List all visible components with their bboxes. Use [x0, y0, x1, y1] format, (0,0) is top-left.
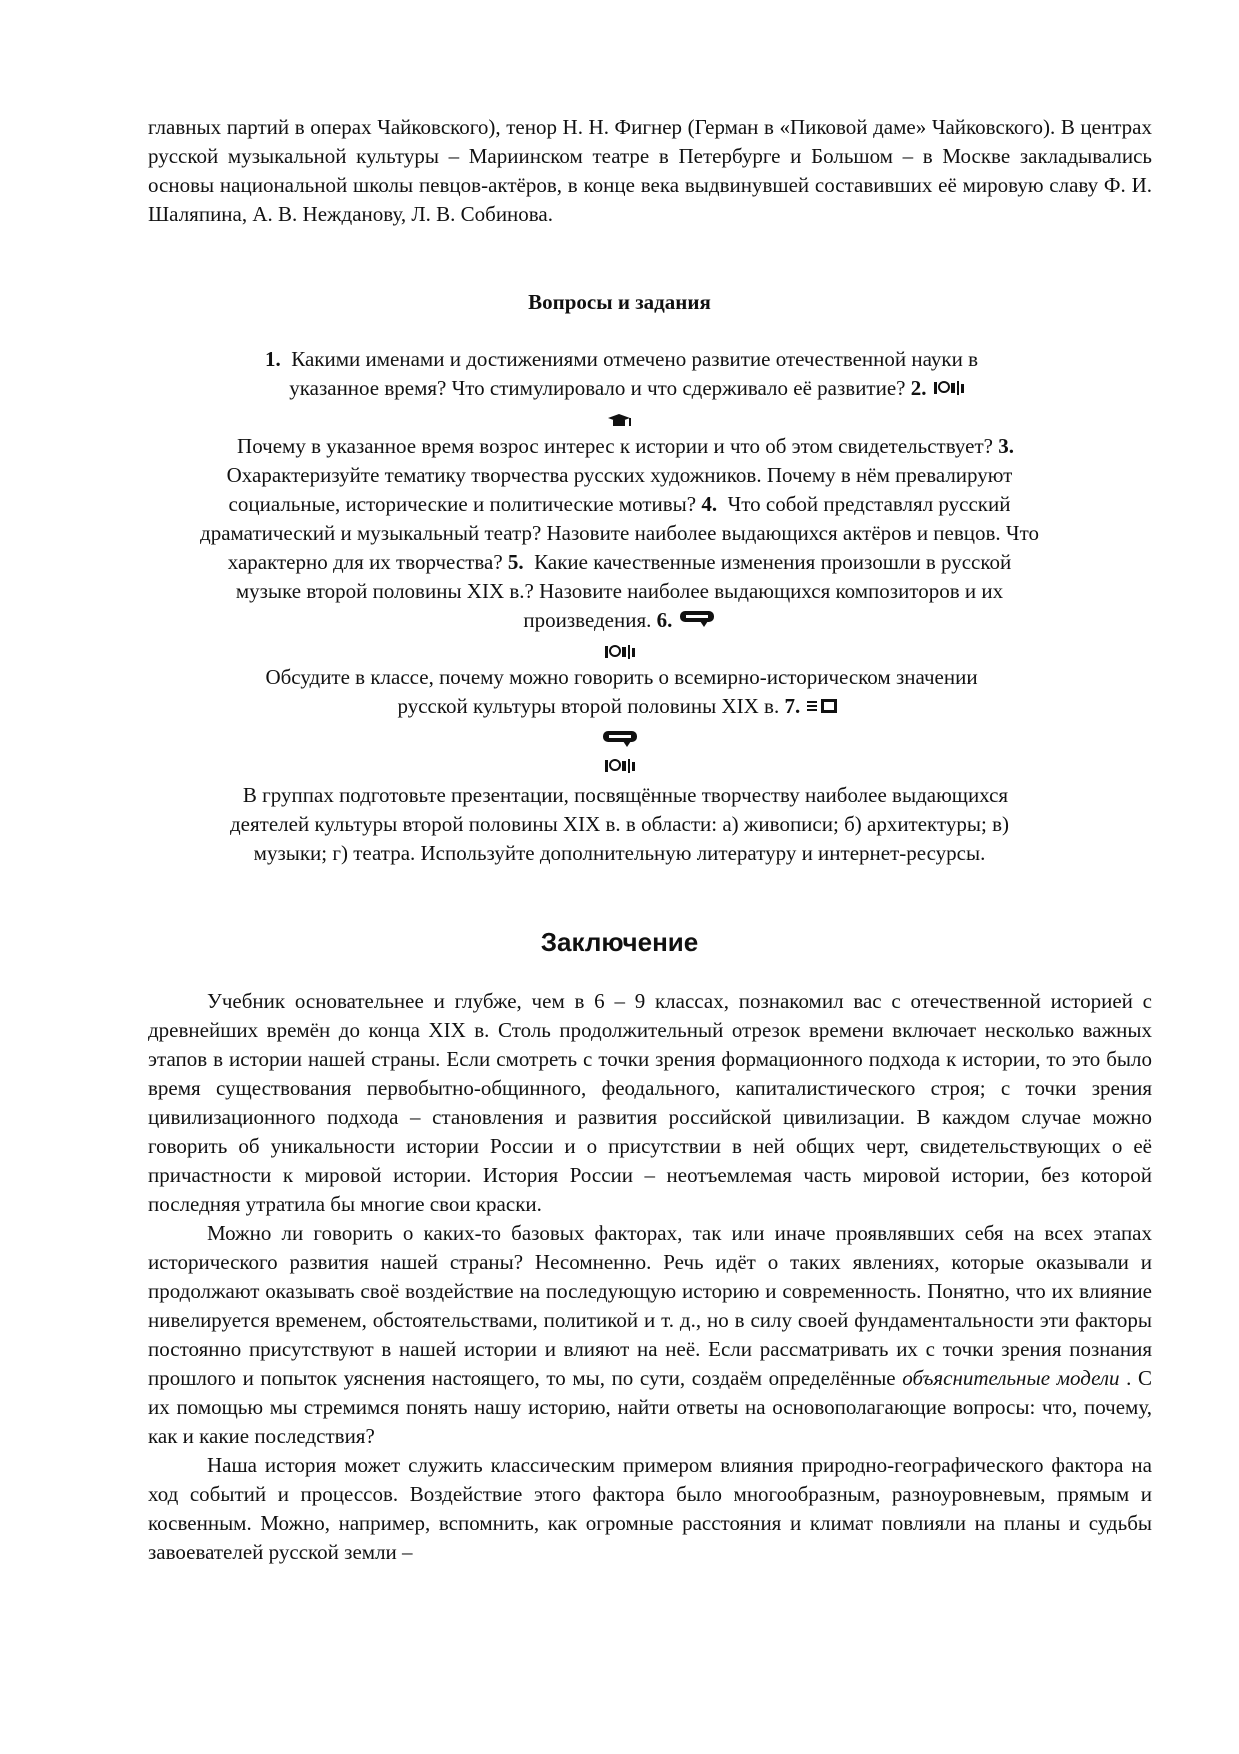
- intro-paragraph: главных партий в операх Чайковского), тенор Н. Н. Фигнер (Герман в «Пиковой даме» Чайковского). В центрах русской музыкальной культуры – Мариинском театре в Петербурге и Большом – в Москве закладывались основы национальной школы певцов-актёров, в конце века выдвинувшей составивших её мировую славу Ф. И. Шаляпина, А. В. Нежданову, Л. В. Собинова.: [148, 115, 1152, 226]
- question-line-10: Обсудите в классе, почему можно говорить о всемирно-историческом значении: [265, 665, 978, 689]
- magnifier-research-icon: [932, 376, 966, 405]
- question-line-3: Почему в указанное время возрос интерес к истории и что об этом свидетельствует? 3.: [237, 434, 1014, 458]
- question-line-7: характерно для их творчества? 5. Какие качественные изменения произошли в русской: [227, 550, 1012, 574]
- questions-heading: Вопросы и задания: [528, 290, 711, 314]
- conclusion-body: [148, 987, 1152, 1567]
- question-line-9: произведения. 6.: [0, 606, 1239, 637]
- question-line-14: музыки; г) театра. Используйте дополнительную литературу и интернет-ресурсы.: [253, 841, 986, 865]
- text-document-icon: [805, 694, 841, 723]
- question-line-11: русской культуры второй половины XIX в. 7.: [0, 692, 1239, 723]
- question-line-12: В группах подготовьте презентации, посвящённые творчеству наиболее выдающихся: [242, 783, 1009, 807]
- question-line-6: драматический и музыкальный театр? Назовите наиболее выдающихся актёров и певцов. Что: [200, 521, 1039, 545]
- speech-bubble-icon: [678, 608, 716, 637]
- magnifier-research-icon: [0, 757, 1239, 775]
- question-line-13: деятелей культуры второй половины XIX в. в области: а) живописи; б) архитектуры; в): [230, 812, 1009, 836]
- question-line-1: 1. Какими именами и достижениями отмечено развитие отечественной науки в: [265, 347, 978, 371]
- conclusion-paragraph-3: Наша история может служить классическим примером влияния природно-географического фактора на ход событий и процессов. Воздействие этого фактора было многообразным, разноуровневым, прямым и косвенным. Можно, например, вспомнить, как огромные расстояния и климат повлияли на планы и судьбы завоевателей русской земли –: [148, 1453, 1152, 1564]
- question-line-5: социальные, исторические и политические мотивы? 4. Что собой представлял русский: [228, 492, 1011, 516]
- question-line-4: Охарактеризуйте тематику творчества русских художников. Почему в нём превалируют: [226, 463, 1013, 487]
- conclusion-title: Заключение: [540, 927, 699, 957]
- explanatory-models-term: объяснительные модели: [902, 1366, 1120, 1390]
- speech-bubble-icon: [0, 729, 1239, 747]
- conclusion-paragraph-2: Можно ли говорить о каких-то базовых факторах, так или иначе проявлявших себя на всех этапах исторического развития нашей страны? Несомненно. Речь идёт о таких явлениях, которые оказывали и продолжают оказывать своё воздействие на последующую историю и современность. Понятно, что их влияние нивелируется временем, обстоятельствами, политикой и т. д., но в силу своей фундаментальности эти факторы постоянно присутствуют в нашей истории и влияют на неё. Если рассматривать их с точки зрения познания прошлого и попыток уяснения настоящего, то мы, по сути, создаём определённые объяснительные модели . С их помощью мы стремимся понять нашу историю, найти ответы на основополагающие вопросы: что, почему, как и какие последствия?: [148, 1221, 1152, 1448]
- question-line-2: указанное время? Что стимулировало и что сдерживало её развитие? 2.: [8, 374, 1239, 405]
- conclusion-paragraph-1: Учебник основательнее и глубже, чем в 6 – 9 классах, познакомил вас с отечественной историей с древнейших времён до конца XIX в. Столь продолжительный отрезок времени включает несколько важных этапов в истории нашей страны. Если смотреть с точки зрения формационного подхода к истории, то это было время существования первобытно-общинного, феодального, капиталистического строя; с точки зрения цивилизационного подхода – становления и развития российской цивилизации. В каждом случае можно говорить об уникальности истории России и о присутствии в ней общих черт, свидетельствующих о её причастности к мировой истории. История России – неотъемлемая часть мировой истории, без которой последняя утратила бы многие свои краски.: [148, 989, 1152, 1216]
- question-line-8: музыке второй половины XIX в.? Назовите наиболее выдающихся композиторов и их: [235, 579, 1004, 603]
- magnifier-research-icon: [0, 643, 1239, 661]
- graduation-cap-icon: [0, 413, 1239, 431]
